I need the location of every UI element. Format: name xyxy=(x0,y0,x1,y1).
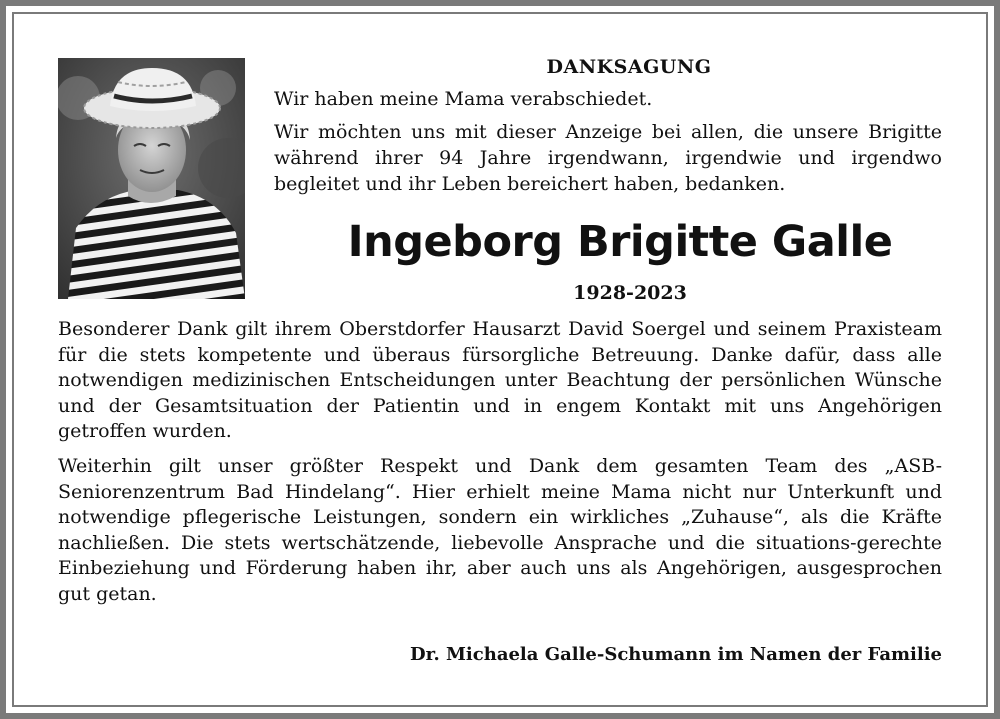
thanks-paragraph-care-home: Weiterhin gilt unser größter Respekt und Dank dem gesamten Team des „ASB-Seniorenzentrum Bad Hindelang“. Hier erhielt meine Mama nicht nur Unterkunft und notwendige pflegerische Leistungen, sondern ein wirkliches „Zuhause“, als die Kräfte nachließen. Die stets wertschätzende, liebevolle Ansprache und die situations-gerechte Einbeziehung und Förderung haben ihr, aber auch uns als Angehörigen, ausgesprochen gut getan. xyxy=(58,454,942,605)
signature: Dr. Michaela Galle-Schumann im Namen der Familie xyxy=(410,644,942,665)
intro-paragraph: Wir möchten uns mit dieser Anzeige bei allen, die unsere Brigitte während ihrer 94 Jahre irgendwann, irgendwie und irgendwo begleitet und ihr Leben bereichert haben, bedanken. xyxy=(274,121,942,195)
header-block xyxy=(274,52,942,197)
intro-line: Wir haben meine Mama verabschiedet. xyxy=(274,88,653,110)
thanks-paragraph-doctor: Besonderer Dank gilt ihrem Oberstdorfer Hausarzt David Soergel und seinem Praxisteam für die stets kompetente und überaus fürsorgliche Betreuung. Danke dafür, dass alle notwendigen medizinischen Entscheidungen unter Beachtung der persönlichen Wünsche und der Gesamtsituation der Patientin und in engem Kontakt mit uns Angehörigen getroffen wurden. xyxy=(58,318,942,443)
notice-title: DANKSAGUNG xyxy=(546,56,712,78)
body-text xyxy=(58,317,942,617)
life-dates: 1928-2023 xyxy=(573,282,687,304)
deceased-name: Ingeborg Brigitte Galle xyxy=(347,217,893,267)
portrait-photo xyxy=(58,58,245,299)
